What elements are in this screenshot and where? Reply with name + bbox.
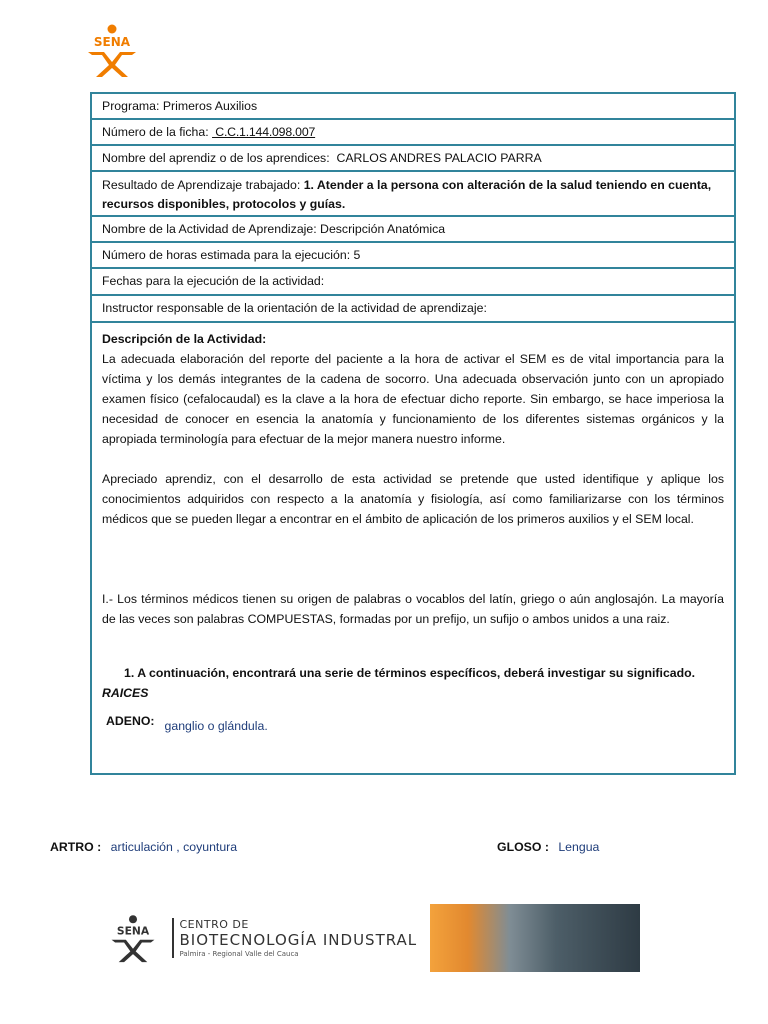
descripcion-paragraph-2: Apreciado aprendiz, con el desarrollo de esta actividad se pretende que usted identifique y aplique los conocimientos adquiridos con respecto a la anatomía y fisiología, así como familiarizarse con los términos médicos que se pueden llegar a encontrar en el ámbito de aplicación de los primeros auxilios y el SEM local. bbox=[102, 472, 724, 526]
descripcion-paragraph-1: La adecuada elaboración del reporte del paciente a la hora de activar el SEM es de vital importancia para la víctima y los demás integrantes de la cadena de socorro. Una adecuada observación junto con un apropiado examen físico (cefalocaudal) es la clave a la hora de efectuar dicho reporte. Sin embargo, se hace imperiosa la necesidad de conocer en esencia la anatomía y funcionamiento de los diferentes sistemas orgánicos y la apropiada terminología para efectuar de la mejor manera nuestro informe. bbox=[102, 352, 724, 446]
raices-heading: RAICES bbox=[102, 686, 149, 700]
gloso-term bbox=[497, 838, 599, 856]
adeno-label: ADENO: bbox=[106, 714, 155, 728]
banner-line-2: BIOTECNOLOGÍA INDUSTRAL bbox=[179, 930, 418, 949]
artro-term bbox=[50, 838, 237, 856]
resultado-label: Resultado de Aprendizaje trabajado: bbox=[102, 178, 304, 192]
aprendiz-value: CARLOS ANDRES PALACIO PARRA bbox=[336, 150, 542, 165]
artro-value: articulación , coyuntura bbox=[110, 840, 238, 854]
programa-row bbox=[92, 94, 734, 120]
aprendiz-label: Nombre del aprendiz o de los aprendices: bbox=[102, 150, 337, 165]
sena-logo bbox=[84, 22, 140, 78]
resultado-wrap bbox=[102, 176, 724, 214]
adeno-term bbox=[102, 711, 724, 736]
gloso-label: GLOSO : bbox=[497, 840, 549, 854]
gloso-value: Lengua bbox=[558, 840, 600, 854]
horas-row bbox=[92, 243, 734, 269]
banner-photo bbox=[430, 904, 640, 972]
aprendiz-row bbox=[92, 146, 734, 172]
activity-form bbox=[90, 92, 736, 775]
descripcion-title: Descripción de la Actividad: bbox=[102, 332, 267, 346]
fechas-text: Fechas para la ejecución de la actividad: bbox=[102, 274, 325, 288]
resultado-row bbox=[92, 172, 734, 217]
artro-label: ARTRO : bbox=[50, 840, 102, 854]
actividad-text: Nombre de la Actividad de Aprendizaje: Descripción Anatómica bbox=[102, 221, 446, 236]
resultado-value: 1. Atender a la persona con alteración de la salud teniendo en cuenta, recursos disponibles, protocolos y guías. bbox=[102, 178, 712, 211]
instructor-row bbox=[92, 296, 734, 323]
banner-line-1: CENTRO DE bbox=[179, 917, 249, 931]
svg-text:SENA: SENA bbox=[93, 35, 131, 49]
banner-divider bbox=[172, 918, 174, 958]
ficha-value: C.C.1.144.098.007 bbox=[212, 124, 316, 139]
svg-text:SENA: SENA bbox=[116, 924, 150, 938]
ficha-row bbox=[92, 120, 734, 146]
programa-text: Programa: Primeros Auxilios bbox=[102, 98, 258, 113]
banner-line-3: Palmira - Regional Valle del Cauca bbox=[179, 949, 299, 958]
descripcion-paragraph-3: I.- Los términos médicos tienen su origen de palabras o vocablos del latín, griego o aún anglosajón. La mayoría de las veces son palabras COMPUESTAS, formadas por un prefijo, un sufijo o ambos unidos a una raiz. bbox=[102, 592, 724, 626]
horas-text: Número de horas estimada para la ejecución: 5 bbox=[102, 247, 361, 262]
descripcion-section bbox=[92, 323, 734, 773]
instructor-text: Instructor responsable de la orientación de la actividad de aprendizaje: bbox=[102, 301, 487, 315]
ficha-label: Número de la ficha: bbox=[102, 124, 213, 139]
actividad-row bbox=[92, 217, 734, 243]
footer-banner bbox=[108, 904, 640, 972]
sena-footer-logo bbox=[108, 913, 158, 963]
banner-text bbox=[180, 918, 418, 959]
instruction-item-1: 1. A continuación, encontrará una serie de términos específicos, deberá investigar su significado. bbox=[124, 666, 696, 680]
adeno-value: ganglio o glándula. bbox=[164, 719, 268, 733]
fechas-row bbox=[92, 269, 734, 296]
